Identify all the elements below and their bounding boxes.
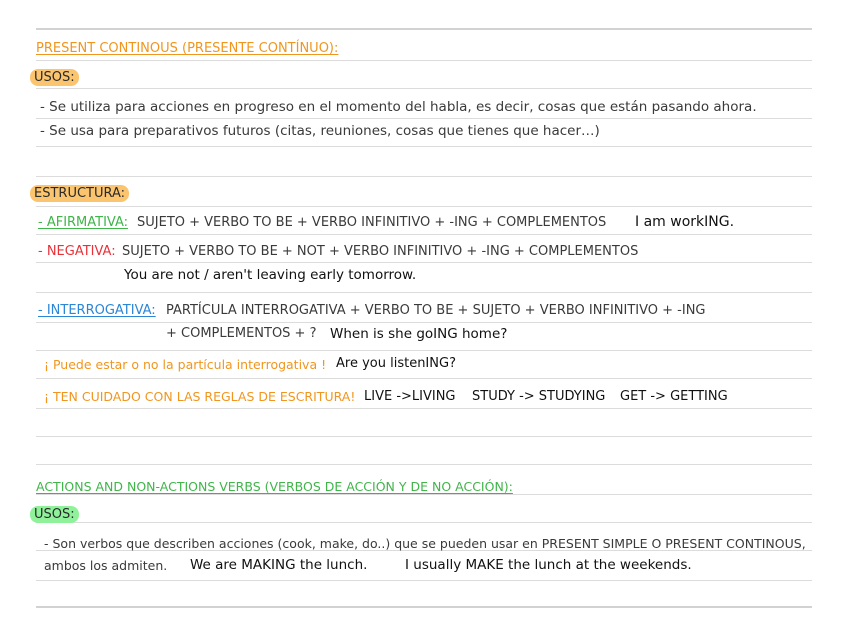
- ruled-line: [36, 408, 812, 409]
- action-example: I usually MAKE the lunch at the weekends.: [405, 557, 692, 573]
- interrogativa-formula-line2: + COMPLEMENTOS + ?: [166, 326, 317, 341]
- ruled-line: [36, 436, 812, 437]
- ruled-line: [36, 88, 812, 89]
- afirmativa-formula: SUJETO + VERBO TO BE + VERBO INFINITIVO + -ING + COMPLEMENTOS: [137, 215, 607, 230]
- ruled-line: [36, 234, 812, 235]
- spelling-example: STUDY -> STUDYING: [472, 389, 606, 404]
- note-spelling-rules: ¡ TEN CUIDADO CON LAS REGLAS DE ESCRITURA!: [44, 389, 356, 404]
- top-border: [36, 28, 812, 30]
- verbs-description-cont: ambos los admiten.: [44, 558, 168, 573]
- ruled-line: [36, 176, 812, 177]
- ruled-line: [36, 378, 812, 379]
- use-line: - Se usa para preparativos futuros (citas, reuniones, cosas que tienes que hacer…): [40, 123, 600, 139]
- interrogativa-example: When is she goING home?: [330, 326, 508, 342]
- afirmativa-label: - AFIRMATIVA:: [38, 215, 129, 230]
- interrogativa-label: - INTERROGATIVA:: [38, 303, 156, 318]
- usos-highlight: USOS:: [30, 69, 79, 86]
- ruled-line: [36, 262, 812, 263]
- bottom-border: [36, 606, 812, 608]
- verbs-description: - Son verbos que describen acciones (cook, make, do..) que se pueden usar en PRESENT SIMPLE O PRESENT CONTINOUS,: [44, 536, 806, 551]
- negativa-label: - NEGATIVA:: [38, 244, 116, 259]
- note-example: Are you listenING?: [336, 356, 456, 371]
- estructura-label: [30, 185, 129, 203]
- usos-highlight: USOS:: [30, 506, 79, 523]
- ruled-line: [36, 146, 812, 147]
- ruled-line: [36, 206, 812, 207]
- ruled-line: [36, 580, 812, 581]
- negativa-example: You are not / aren't leaving early tomorrow.: [124, 267, 417, 283]
- spelling-example: LIVE ->LIVING: [364, 389, 456, 404]
- interrogativa-formula-line1: PARTÍCULA INTERROGATIVA + VERBO TO BE + SUJETO + VERBO INFINITIVO + -ING: [166, 303, 706, 318]
- spelling-example: GET -> GETTING: [620, 389, 728, 404]
- ruled-line: [36, 522, 812, 523]
- ruled-line: [36, 292, 812, 293]
- use-line: - Se utiliza para acciones en progreso en el momento del habla, es decir, cosas que están pasando ahora.: [40, 99, 757, 115]
- usos-label: [30, 69, 79, 87]
- section-title: PRESENT CONTINOUS (PRESENTE CONTÍNUO):: [36, 41, 339, 56]
- ruled-line: [36, 350, 812, 351]
- action-example: We are MAKING the lunch.: [190, 557, 368, 573]
- section-title: ACTIONS AND NON-ACTIONS VERBS (VERBOS DE ACCIÓN Y DE NO ACCIÓN):: [36, 479, 513, 494]
- estructura-highlight: ESTRUCTURA:: [30, 185, 129, 202]
- ruled-line: [36, 60, 812, 61]
- ruled-line: [36, 322, 812, 323]
- afirmativa-example: I am workING.: [635, 214, 735, 230]
- ruled-line: [36, 118, 812, 119]
- note-interrogative-particle: ¡ Puede estar o no la partícula interrogativa !: [44, 357, 327, 372]
- ruled-line: [36, 464, 812, 465]
- negativa-formula: SUJETO + VERBO TO BE + NOT + VERBO INFINITIVO + -ING + COMPLEMENTOS: [122, 244, 639, 259]
- usos-label: [30, 506, 79, 524]
